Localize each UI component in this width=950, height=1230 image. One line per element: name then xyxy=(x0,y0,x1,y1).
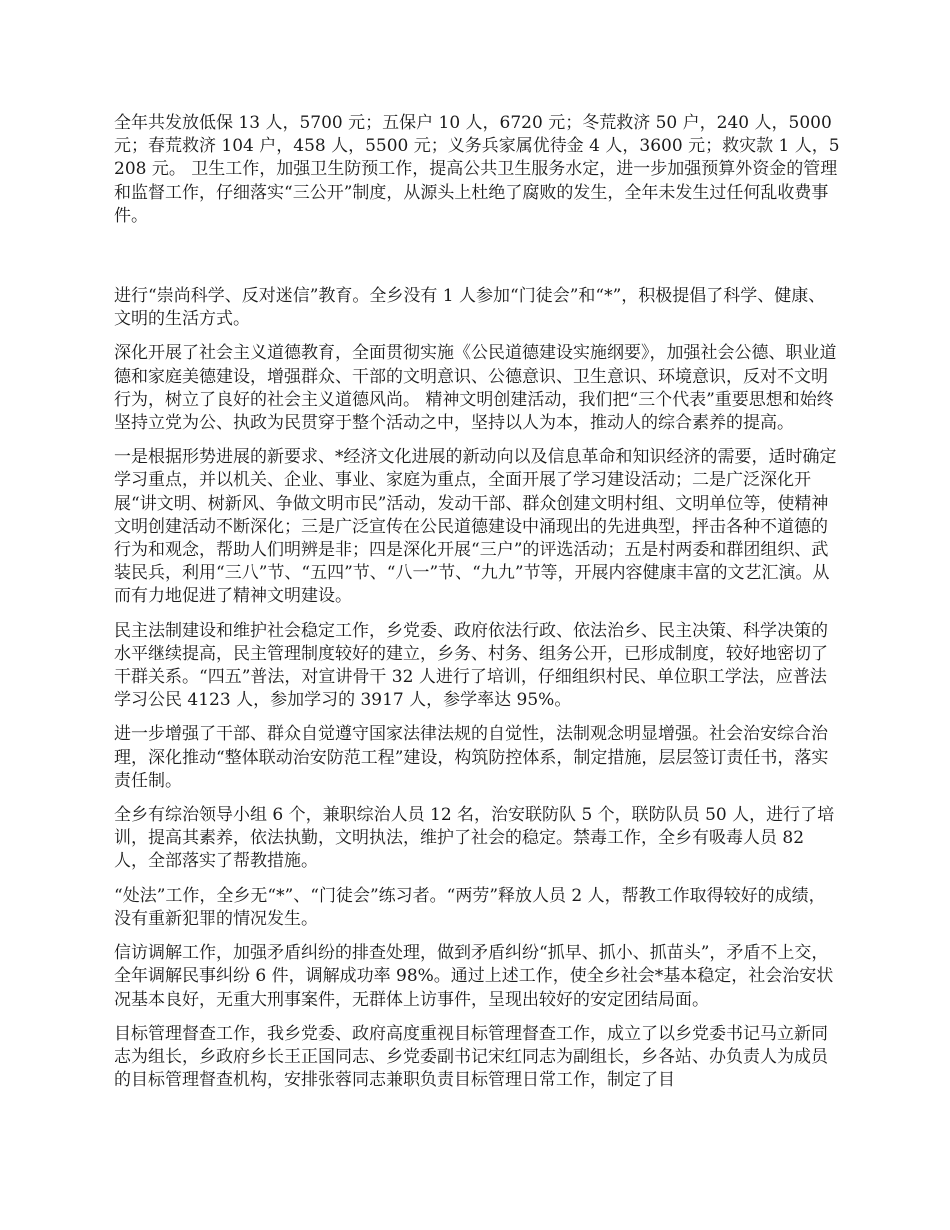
paragraph-mediation: 信访调解工作，加强矛盾纠纷的排查处理，做到矛盾纠纷“抓早、抓小、抓苗头”，矛盾不上交，全年调解民事纠纷 6 件，调解成功率 98%。通过上述工作，使全乡社会*基本稳定，社会治安状况基本良好，无重大刑事案件，无群体上访事件，呈现出较好的安定团结局面。 xyxy=(114,943,834,1010)
document-body xyxy=(114,112,840,1092)
paragraph-target-management: 目标管理督查工作，我乡党委、政府高度重视目标管理督查工作，成立了以乡党委书记马立新同志为组长，乡政府乡长王正国同志、乡党委副书记宋红同志为副组长，乡各站、办负责人为成员的目标管理督查机构，安排张蓉同志兼职负责目标管理日常工作，制定了目 xyxy=(114,1023,828,1091)
paragraph-reeducation: “处法”工作，全乡无“*”、“门徒会”练习者。“两劳”释放人员 2 人，帮教工作取得较好的成绩，没有重新犯罪的情况发生。 xyxy=(114,885,826,929)
paragraph-legal-construction: 民主法制建设和维护社会稳定工作，乡党委、政府依法行政、依法治乡、民主决策、科学决策的水平继续提高，民主管理制度较好的建立，乡务、村务、组务公开，已形成制度，较好地密切了干群关系。“四五”普法，对宣讲骨干 32 人进行了培训，仔细组织村民、单位职工学法，应普法学习公民 4123 人，参加学习的 3917 人，参学率达 95%。 xyxy=(114,620,828,711)
paragraph-relief-and-health: 全年共发放低保 13 人，5700 元；五保户 10 人，6720 元；冬荒救济 50 户，240 人，5000 元；春荒救济 104 户，458 人，5500 元；义务兵家属优待金 4 人，3600 元；救灾款 1 人，5208 元。 卫生工作，加强卫生防预工作，提高公共卫生服务水定，进一步加强预算外资金的管理和监督工作，仔细落实“三公开”制度，从源头上杜绝了腐败的发生，全年未发生过任何乱收费事件。 xyxy=(114,113,840,226)
paragraph-science-education: 进行“崇尚科学、反对迷信”教育。全乡没有 1 人参加“门徒会”和“*”，积极提倡了科学、健康、文明的生活方式。 xyxy=(114,286,826,330)
paragraph-public-security: 进一步增强了干部、群众自觉遵守国家法律法规的自觉性，法制观念明显增强。社会治安综合治理，深化推动“整体联动治安防范工程”建设，构筑防控体系，制定措施，层层签订责任书，落实责任制。 xyxy=(114,724,829,791)
paragraph-moral-education: 深化开展了社会主义道德教育，全面贯彻实施《公民道德建设实施纲要》，加强社会公德、职业道德和家庭美德建设，增强群众、干部的文明意识、公德意识、卫生意识、环境意识，反对不文明行为，树立了良好的社会主义道德风尚。 精神文明创建活动，我们把“三个代表”重要思想和始终坚持立党为公、执政为民贯穿于整个活动之中，坚持以人为本，推动人的综合素养的提高。 xyxy=(114,343,837,434)
paragraph-security-staff: 全乡有综治领导小组 6 个，兼职综治人员 12 名，治安联防队 5 个，联防队员 50 人，进行了培训，提高其素养，依法执勤，文明执法，维护了社会的稳定。禁毒工作，全乡有吸毒人员 82 人，全部落实了帮教措施。 xyxy=(114,805,835,872)
paragraph-civilization-activities: 一是根据形势进展的新要求、*经济文化进展的新动向以及信息革命和知识经济的需要，适时确定学习重点，并以机关、企业、事业、家庭为重点，全面开展了学习建设活动；二是广泛深化开展“讲文明、树新风、争做文明市民”活动，发动干部、群众创建文明村组、文明单位等，使精神文明创建活动不断深化；三是广泛宣传在公民道德建设中涌现出的先进典型，抨击各种不道德的行为和观念，帮助人们明辨是非；四是深化开展“三户”的评选活动；五是村两委和群团组织、武装民兵，利用“三八”节、“五四”节、“八一”节、“九九”节等，开展内容健康丰富的文艺汇演。从而有力地促进了精神文明建设。 xyxy=(114,447,837,607)
